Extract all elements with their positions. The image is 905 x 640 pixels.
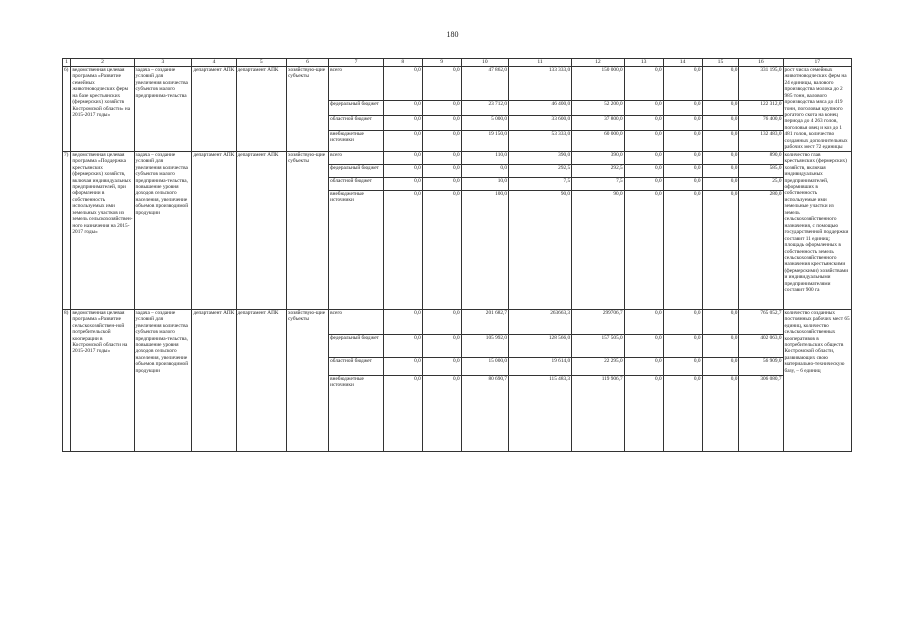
amount-cell: 0,0 (702, 309, 739, 334)
amount-cell: 100,0 (461, 190, 508, 309)
amount-cell: 0,0 (624, 100, 663, 115)
amount-cell: 0,0 (624, 375, 663, 451)
column-number: 17 (783, 59, 851, 67)
amount-cell: 0,0 (383, 151, 422, 164)
amount-cell: 0,0 (702, 131, 739, 152)
amount-cell: 0,0 (422, 115, 461, 130)
amount-cell: 0,0 (663, 151, 702, 164)
amount-cell: 0,0 (702, 164, 739, 177)
amount-cell: 0,0 (663, 334, 702, 357)
amount-cell: 25,0 (739, 177, 783, 190)
amount-cell: 0,0 (702, 375, 739, 451)
recipient: хозяйствую-щие субъекты (287, 151, 329, 309)
amount-cell: 133 333,0 (508, 66, 571, 100)
amount-cell: 110,0 (461, 151, 508, 164)
amount-cell: 157 505,0 (572, 334, 625, 357)
amount-cell: 0,0 (624, 357, 663, 375)
amount-cell: 0,0 (702, 334, 739, 357)
amount-cell: 306 080,7 (739, 375, 783, 451)
responsible-executor: департамент АПК (192, 309, 236, 451)
amount-cell: 0,0 (663, 115, 702, 130)
amount-cell: 890,0 (739, 151, 783, 164)
amount-cell: 390,0 (508, 151, 571, 164)
column-number: 16 (739, 59, 783, 67)
column-number: 8 (383, 59, 422, 67)
column-number: 3 (134, 59, 192, 67)
amount-cell: 128 566,0 (508, 334, 571, 357)
column-number: 6 (287, 59, 329, 67)
amount-cell: 0,0 (663, 66, 702, 100)
column-number: 2 (71, 59, 134, 67)
funding-source: всего (329, 66, 384, 100)
funding-source: внебюджетные источники (329, 375, 384, 451)
co-executor: департамент АПК (236, 151, 286, 309)
amount-cell: 0,0 (383, 375, 422, 451)
amount-cell: 0,0 (702, 66, 739, 100)
recipient: хозяйствую-щие субъекты (287, 66, 329, 151)
program-task: задача – создание условий для увеличения количества субъектов малого предпринима-тельства, повышение уровня доходов сельского населения, увеличение объемов производимой продукции (134, 151, 192, 309)
funding-source: всего (329, 309, 384, 334)
funding-source: областной бюджет (329, 177, 384, 190)
amount-cell: 0,0 (624, 164, 663, 177)
amount-cell: 765 052,7 (739, 309, 783, 334)
column-number: 10 (461, 59, 508, 67)
amount-cell: 46 400,0 (508, 100, 571, 115)
amount-cell: 0,0 (663, 190, 702, 309)
amount-cell: 7,5 (572, 177, 625, 190)
funding-source: федеральный бюджет (329, 164, 384, 177)
column-number: 13 (624, 59, 663, 67)
amount-cell: 0,0 (422, 334, 461, 357)
column-number: 14 (663, 59, 702, 67)
responsible-executor: департамент АПК (192, 151, 236, 309)
column-number: 9 (422, 59, 461, 67)
amount-cell: 0,0 (624, 334, 663, 357)
amount-cell: 0,0 (422, 177, 461, 190)
recipient: хозяйствую-щие субъекты (287, 309, 329, 451)
amount-cell: 90,0 (508, 190, 571, 309)
amount-cell: 150 000,0 (572, 66, 625, 100)
funding-source: областной бюджет (329, 115, 384, 130)
program-table (62, 58, 852, 452)
amount-cell: 0,0 (663, 309, 702, 334)
program-task: задача – создание условий для увеличения количества субъектов малого предпринима-тельства (134, 66, 192, 151)
amount-cell: 0,0 (624, 66, 663, 100)
amount-cell: 0,0 (383, 357, 422, 375)
amount-cell: 0,0 (383, 66, 422, 100)
amount-cell: 22 295,0 (572, 357, 625, 375)
amount-cell: 33 600,0 (508, 115, 571, 130)
amount-cell: 19 150,0 (461, 131, 508, 152)
column-number-row (63, 59, 852, 67)
amount-cell: 0,0 (422, 309, 461, 334)
amount-cell: 0,0 (383, 177, 422, 190)
amount-cell: 0,0 (383, 100, 422, 115)
amount-cell: 47 862,0 (461, 66, 508, 100)
page-number: 180 (446, 30, 459, 39)
amount-cell: 0,0 (702, 151, 739, 164)
amount-cell: 0,0 (422, 151, 461, 164)
amount-cell: 115 483,3 (508, 375, 571, 451)
amount-cell: 402 063,0 (739, 334, 783, 357)
amount-cell: 15 000,0 (461, 357, 508, 375)
amount-cell: 0,0 (422, 66, 461, 100)
amount-cell: 119 906,7 (572, 375, 625, 451)
column-number: 15 (702, 59, 739, 67)
amount-cell: 0,0 (422, 164, 461, 177)
amount-cell: 292,5 (572, 164, 625, 177)
amount-cell: 331 195,0 (739, 66, 783, 100)
funding-source: областной бюджет (329, 357, 384, 375)
amount-cell: 10,0 (461, 177, 508, 190)
row-number: 6) (63, 66, 71, 151)
amount-cell: 122 312,0 (739, 100, 783, 115)
amount-cell: 0,0 (702, 100, 739, 115)
amount-cell: 280,0 (739, 190, 783, 309)
amount-cell: 292,5 (508, 164, 571, 177)
row-number: 7) (63, 151, 71, 309)
amount-cell: 0,0 (624, 177, 663, 190)
funding-source: всего (329, 151, 384, 164)
amount-cell: 0,0 (702, 357, 739, 375)
amount-cell: 0,0 (422, 375, 461, 451)
column-number: 1 (63, 59, 71, 67)
amount-cell: 60 000,0 (572, 131, 625, 152)
amount-cell: 0,0 (624, 151, 663, 164)
amount-cell: 5 000,0 (461, 115, 508, 130)
amount-cell: 299706,7 (572, 309, 625, 334)
responsible-executor: департамент АПК (192, 66, 236, 151)
amount-cell: 0,0 (422, 100, 461, 115)
amount-cell: 0,0 (663, 100, 702, 115)
amount-cell: 390,0 (572, 151, 625, 164)
column-number: 12 (572, 59, 625, 67)
funding-source: федеральный бюджет (329, 100, 384, 115)
amount-cell: 80 690,7 (461, 375, 508, 451)
amount-cell: 56 909,0 (739, 357, 783, 375)
amount-cell: 263663,3 (508, 309, 571, 334)
amount-cell: 53 333,0 (508, 131, 571, 152)
amount-cell: 0,0 (663, 375, 702, 451)
target-indicator: рост числа семейных животноводческих ферм на 24 единицы, валового производства молока до 2 985 тонн, валового производства мяса до 419 тонн, поголовья крупного рогатого скота на конец периода до 4 263 голов, поголовья овец и коз до 1 481 голов, количество созданных дополнительных рабочих мест 72 единицы (783, 66, 851, 151)
amount-cell: 90,0 (572, 190, 625, 309)
amount-cell: 0,0 (702, 177, 739, 190)
amount-cell: 0,0 (383, 115, 422, 130)
row-number: 8) (63, 309, 71, 451)
column-number: 11 (508, 59, 571, 67)
amount-cell: 0,0 (702, 190, 739, 309)
amount-cell: 52 200,0 (572, 100, 625, 115)
column-number: 4 (192, 59, 236, 67)
amount-cell: 201 682,7 (461, 309, 508, 334)
amount-cell: 0,0 (383, 164, 422, 177)
amount-cell: 0,0 (624, 309, 663, 334)
amount-cell: 0,0 (383, 309, 422, 334)
amount-cell: 0,0 (663, 164, 702, 177)
co-executor: департамент АПК (236, 66, 286, 151)
amount-cell: 585,0 (739, 164, 783, 177)
amount-cell: 132 483,0 (739, 131, 783, 152)
amount-cell: 105 992,0 (461, 334, 508, 357)
amount-cell: 0,0 (624, 131, 663, 152)
amount-cell: 0,0 (461, 164, 508, 177)
amount-cell: 0,0 (624, 190, 663, 309)
program-name: ведомственная целевая программа «Поддержка крестьянских (фермерских) хозяйств, включая индивидуальных предпринимателей, при оформлении в собственность используемых ими земельных участков из земель сельскохозяйствен-ного назначения на 2015-2017 годы» (71, 151, 134, 309)
amount-cell: 0,0 (663, 357, 702, 375)
amount-cell: 37 800,0 (572, 115, 625, 130)
table-row (63, 309, 852, 334)
program-name: ведомственная целевая программа «Развитие сельскохозяйствен-ной потребительской кооперации в Костромской области на 2015-2017 годы» (71, 309, 134, 451)
funding-source: федеральный бюджет (329, 334, 384, 357)
target-indicator: количество созданных постоянных рабочих мест 65 единиц, количество сельскохозяйственных кооперативов в потребительских обществ Костромской области, развивающих свою материально-техническую базу, – 6 единиц (783, 309, 851, 451)
target-indicator: количество глав крестьянских (фермерских) хозяйств, включая индивидуальных предпринимателей, оформивших в собственность используемые ими земельные участки из земель сельскохозяйственного назначения, с помощью государственной поддержки составит 11 единиц; площадь оформленных в собственность земель сельскохозяйственного назначения крестьянскими (фермерскими) хозяйствами и индивидуальными предпринимателями составит 900 га (783, 151, 851, 309)
program-name: ведомственная целевая программа «Развитие семейных животноводческих ферм на базе крестьянских (фермерских) хозяйств Костромской области» на 2015-2017 годы» (71, 66, 134, 151)
column-number: 5 (236, 59, 286, 67)
program-task: задача – создание условий для увеличения количества субъектов малого предпринима-тельства, повышение уровня доходов сельского населения, увеличение объемов производимой продукции (134, 309, 192, 451)
amount-cell: 23 712,0 (461, 100, 508, 115)
amount-cell: 0,0 (422, 190, 461, 309)
amount-cell: 19 614,0 (508, 357, 571, 375)
amount-cell: 76 400,0 (739, 115, 783, 130)
amount-cell: 0,0 (663, 131, 702, 152)
column-number: 7 (329, 59, 384, 67)
amount-cell: 0,0 (422, 131, 461, 152)
amount-cell: 0,0 (663, 177, 702, 190)
amount-cell: 0,0 (702, 115, 739, 130)
amount-cell: 7,5 (508, 177, 571, 190)
amount-cell: 0,0 (383, 334, 422, 357)
funding-source: внебюджетные источники (329, 131, 384, 152)
table-row (63, 151, 852, 164)
amount-cell: 0,0 (422, 357, 461, 375)
amount-cell: 0,0 (383, 131, 422, 152)
co-executor: департамент АПК (236, 309, 286, 451)
table-row (63, 66, 852, 100)
amount-cell: 0,0 (383, 190, 422, 309)
amount-cell: 0,0 (624, 115, 663, 130)
funding-source: внебюджетные источники (329, 190, 384, 309)
